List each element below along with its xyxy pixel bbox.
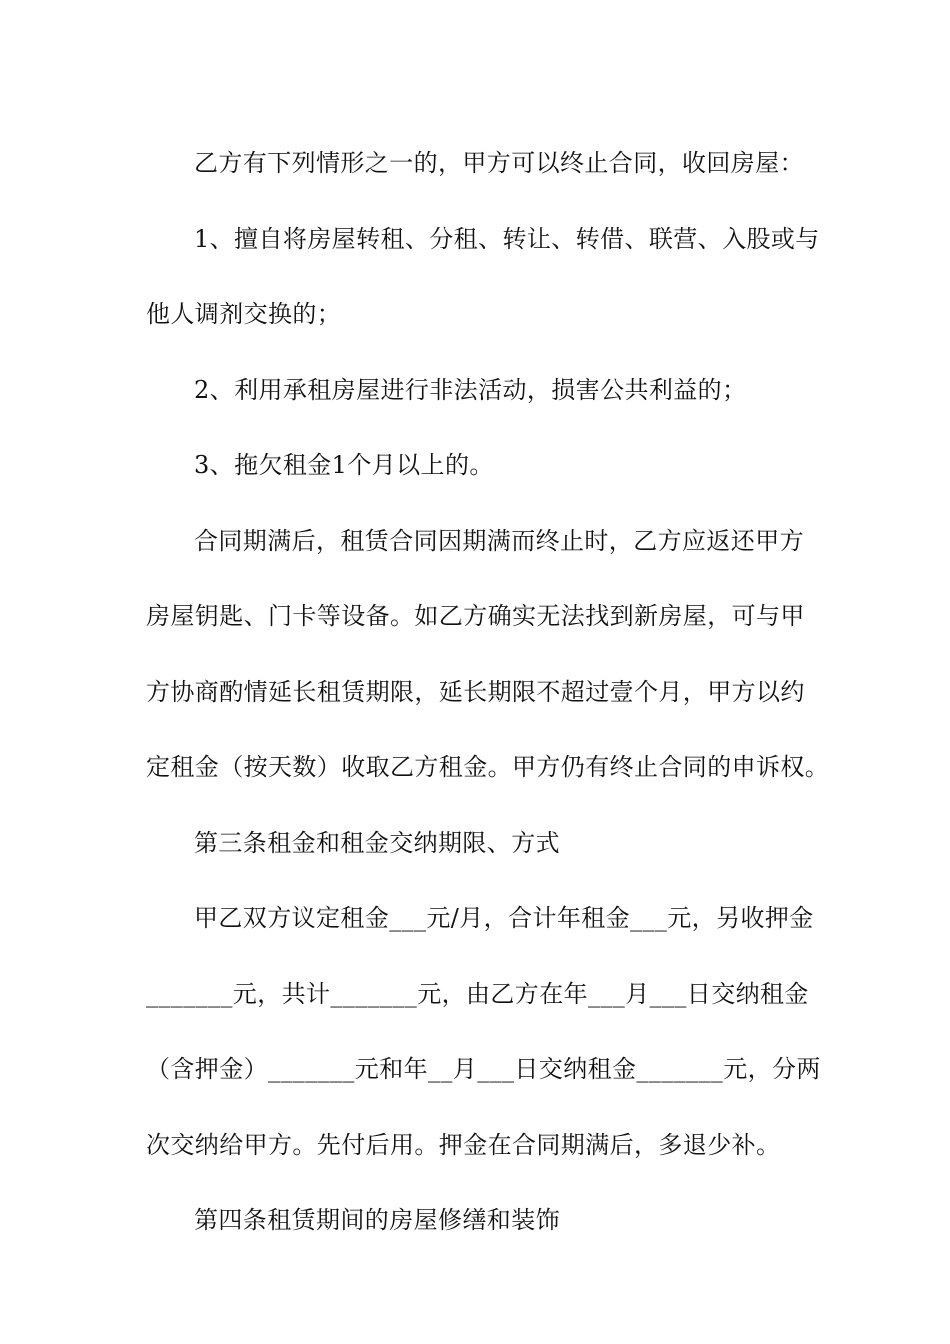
text-line: 乙方有下列情形之一的，甲方可以终止合同，收回房屋： bbox=[194, 149, 804, 177]
paragraph-item-3 bbox=[146, 428, 808, 504]
heading-article-3 bbox=[146, 806, 808, 882]
text-line: 定租金（按天数）收取乙方租金。甲方仍有终止合同的申诉权。 bbox=[146, 753, 830, 781]
paragraph-rent-payment bbox=[146, 881, 821, 1183]
document-body bbox=[146, 126, 830, 1259]
text-line: 第三条租金和租金交纳期限、方式 bbox=[194, 828, 560, 857]
text-line: 3、拖欠租金1个月以上的。 bbox=[194, 451, 494, 479]
text-line: 1、擅自将房屋转租、分租、转让、转借、联营、入股或与 bbox=[194, 224, 820, 253]
text-line: _______元，共计_______元，由乙方在年___月___日交纳租金 bbox=[146, 979, 809, 1008]
paragraph-termination-intro bbox=[146, 126, 808, 202]
paragraph-item-1 bbox=[146, 202, 820, 353]
paragraph-item-2 bbox=[146, 353, 808, 429]
paragraph-contract-expiry bbox=[146, 504, 830, 806]
heading-article-4 bbox=[146, 1183, 808, 1259]
text-line: 甲乙双方议定租金___元/月，合计年租金___元，另收押金 bbox=[194, 904, 814, 932]
text-line: 房屋钥匙、门卡等设备。如乙方确实无法找到新房屋，可与甲 bbox=[146, 602, 805, 630]
text-line: 次交纳给甲方。先付后用。押金在合同期满后，多退少补。 bbox=[146, 1130, 781, 1159]
text-line: 第四条租赁期间的房屋修缮和装饰 bbox=[194, 1206, 560, 1234]
text-line: 他人调剂交换的； bbox=[146, 300, 342, 328]
text-line: 方协商酌情延长租赁期限，延长期限不超过壹个月，甲方以约 bbox=[146, 677, 805, 706]
text-line: 2、利用承租房屋进行非法活动，损害公共利益的； bbox=[194, 375, 747, 404]
text-line: 合同期满后，租赁合同因期满而终止时，乙方应返还甲方 bbox=[194, 526, 804, 555]
text-line: （含押金）_______元和年__月___日交纳租金_______元，分两 bbox=[146, 1055, 821, 1083]
